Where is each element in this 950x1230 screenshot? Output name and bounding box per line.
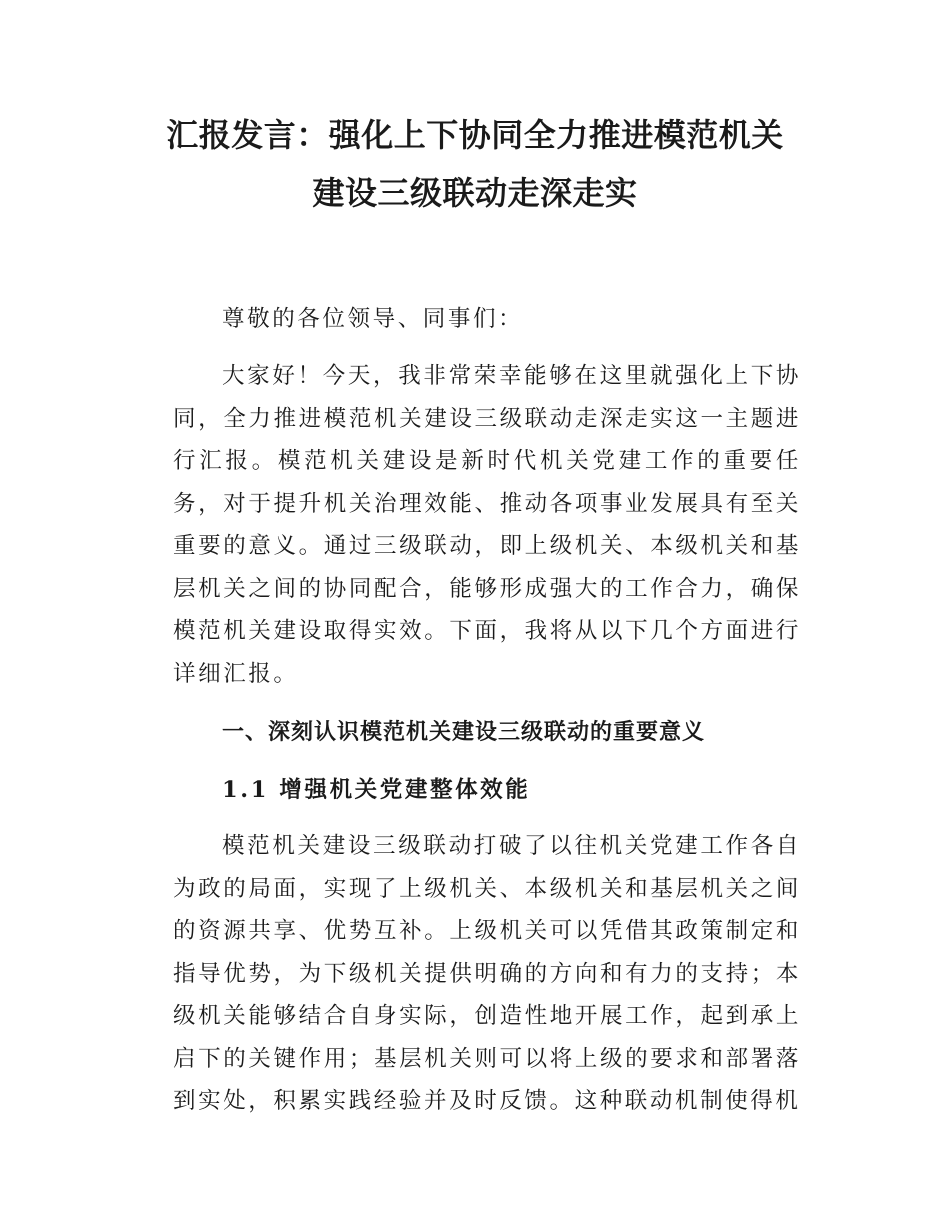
intro-paragraph: 大家好！今天，我非常荣幸能够在这里就强化上下协同，全力推进模范机关建设三级联动走深走实这一主题进行汇报。模范机关建设是新时代机关党建工作的重要任务，对于提升机关治理效能、推动各项事业发展具有至关重要的意义。通过三级联动，即上级机关、本级机关和基层机关之间的协同配合，能够形成强大的工作合力，确保模范机关建设取得实效。下面，我将从以下几个方面进行详细汇报。 <box>173 363 801 687</box>
salutation: 尊敬的各位领导、同事们： <box>222 306 524 332</box>
body-paragraph: 模范机关建设三级联动打破了以往机关党建工作各自为政的局面，实现了上级机关、本级机关和基层机关之间的资源共享、优势互补。上级机关可以凭借其政策制定和指导优势，为下级机关提供明确的方向和有力的支持；本级机关能够结合自身实际，创造性地开展工作，起到承上启下的关键作用；基层机关则可以将上级的要求和部署落到实处，积累实践经验并及时反馈。这种联动机制使得机 <box>173 833 801 1114</box>
section-heading: 一、深刻认识模范机关建设三级联动的重要意义 <box>222 720 706 745</box>
subsection-heading: 1.1 增强机关党建整体效能 <box>222 777 531 803</box>
document-title-line-1: 汇报发言：强化上下协同全力推进模范机关 <box>166 116 784 154</box>
document-title-line-2: 建设三级联动走深走实 <box>312 174 638 212</box>
